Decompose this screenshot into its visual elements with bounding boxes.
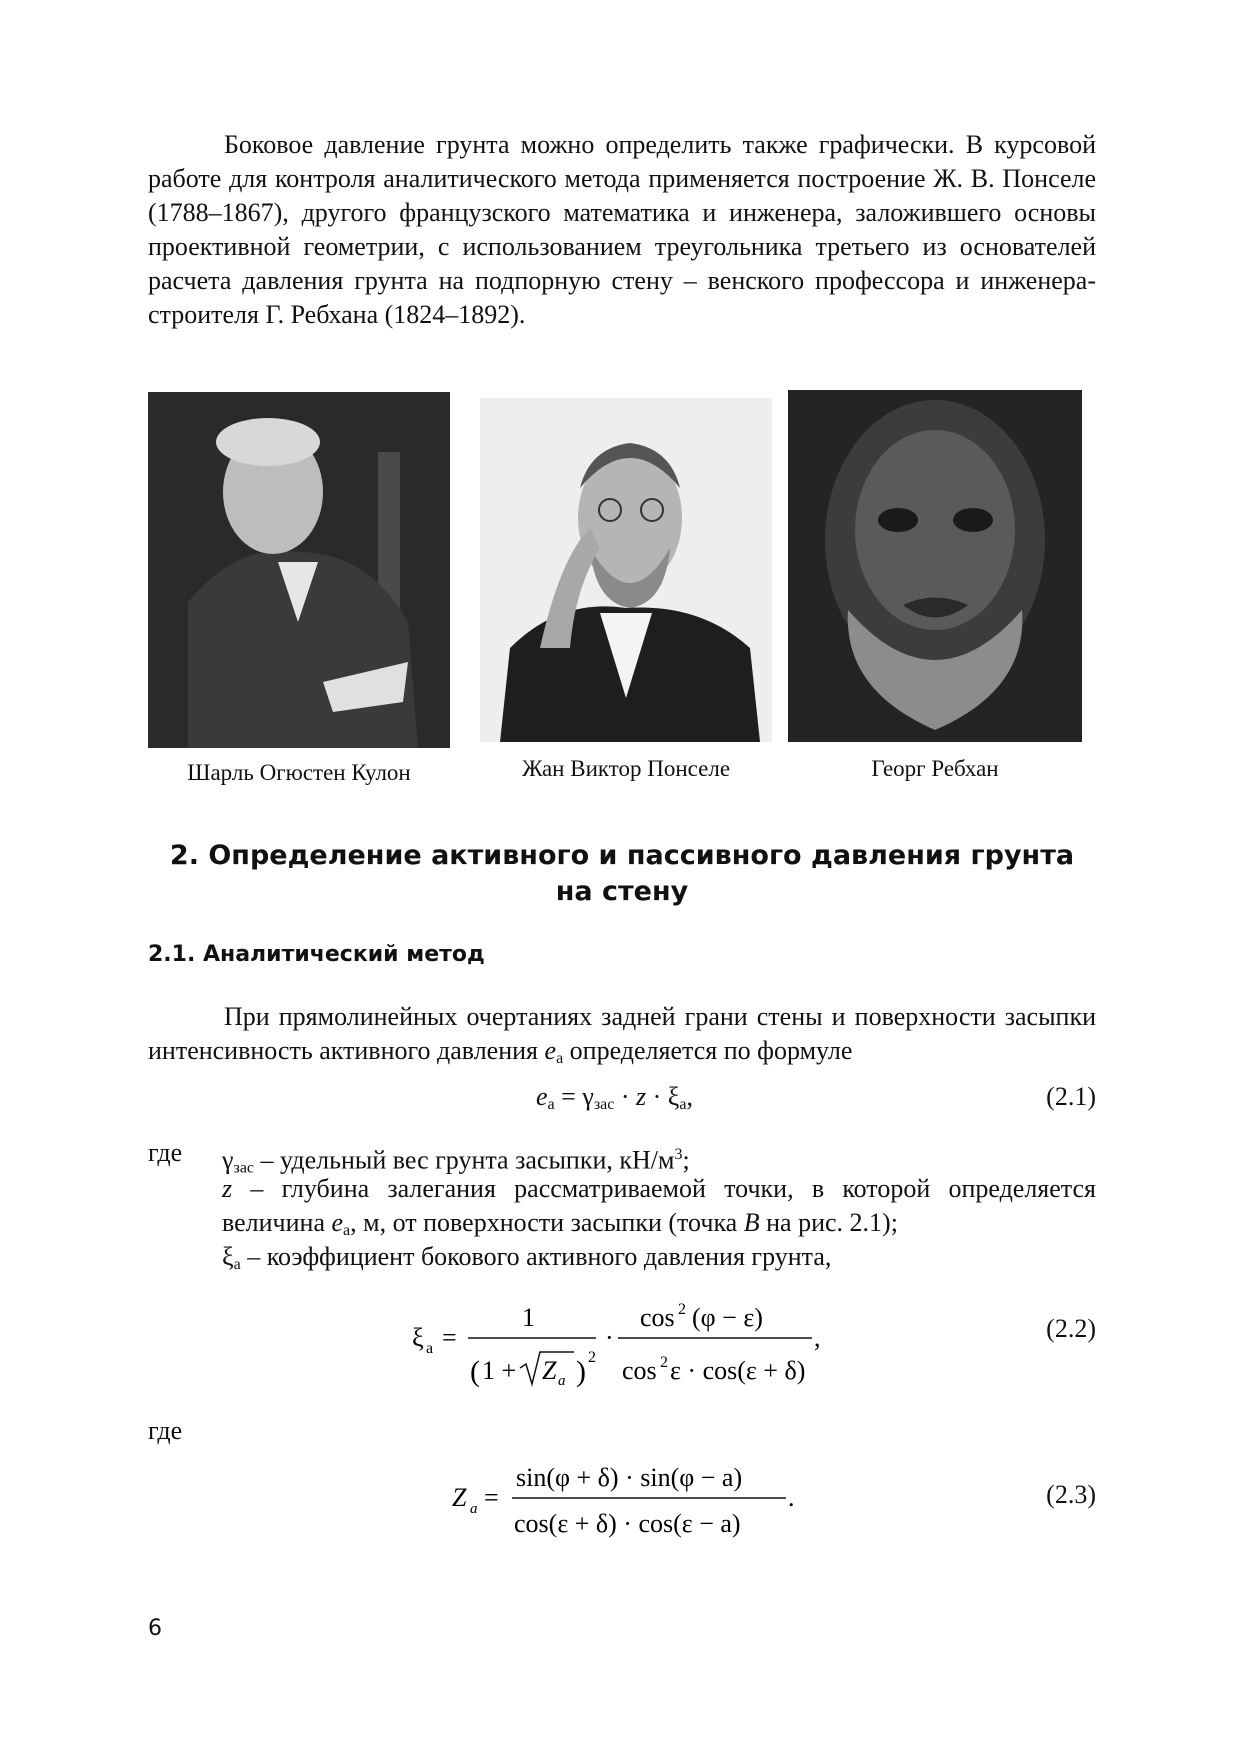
where-label-2: где: [148, 1416, 183, 1445]
section-title-line-2: на стену: [555, 876, 689, 907]
svg-text:a: a: [470, 1501, 478, 1517]
xi-symbol: ξ: [222, 1242, 234, 1271]
definition-xi: [222, 1240, 1096, 1282]
svg-text:2: 2: [588, 1349, 596, 1366]
z-text-2: , м, от поверхности засыпки (точка: [350, 1208, 744, 1237]
svg-text:=: =: [442, 1323, 457, 1352]
svg-text:2: 2: [660, 1354, 668, 1371]
gamma-symbol: γ: [222, 1145, 234, 1175]
svg-text:ξ: ξ: [412, 1323, 424, 1352]
portrait-rebhann-image: [788, 390, 1082, 742]
definition-z: [222, 1172, 1096, 1248]
xi-text: – коэффициент бокового активного давления грунта,: [240, 1242, 832, 1271]
svg-text:(: (: [470, 1355, 480, 1388]
svg-text:,: ,: [814, 1323, 821, 1352]
svg-text:a: a: [558, 1373, 566, 1389]
z-ea-sub: a: [343, 1222, 351, 1239]
page-number: 6: [148, 1616, 162, 1641]
svg-text:sin(φ + δ) · sin(φ − a): sin(φ + δ) · sin(φ − a): [516, 1463, 743, 1492]
section-title-line-1: 2. Определение активного и пассивного давления грунта: [169, 840, 1075, 871]
equation-2-3: [440, 1452, 820, 1542]
equation-2-1: $e_а = \gamma_{зас} \cdot z \cdot \xi_а$,: [536, 1082, 693, 1113]
intro-paragraph: Боковое давление грунта можно определить также графически. В курсовой работе для контроля аналитического метода применяется построение Ж. В. Понселе (1788–1867), другого французского математика и инженера, заложившего основы проективной геометрии, с использованием треугольника третьего из основателей расчета давления грунта на подпорную стену – венского профессора и инженера-строителя Г. Ребхана (1824–1892).: [148, 130, 1096, 329]
svg-text:Z: Z: [542, 1356, 557, 1385]
formula-intro-paragraph: [148, 1000, 1096, 1076]
caption-poncelet: Жан Виктор Понселе: [521, 756, 731, 781]
z-point: B: [743, 1208, 760, 1237]
svg-text:.: .: [788, 1483, 795, 1512]
formula-intro-var: e: [544, 1036, 557, 1065]
svg-text:cos: cos: [640, 1303, 675, 1332]
formula-intro-tail: определяется по формуле: [569, 1036, 853, 1065]
equation-2-3-number: (2.3): [1046, 1480, 1096, 1509]
portrait-poncelet-image: [480, 398, 772, 742]
gamma-unit-sup: 3: [674, 1146, 683, 1163]
svg-text:Z: Z: [452, 1483, 467, 1512]
z-ea-symbol: e: [331, 1208, 344, 1237]
svg-text:ε · cos(ε + δ): ε · cos(ε + δ): [670, 1356, 806, 1385]
z-text-1: – глубина залегания рассматриваемой точки, в которой определяется величина: [222, 1174, 1096, 1237]
equation-2-1-number: (2.1): [1046, 1082, 1096, 1111]
formula-intro-sub: а: [556, 1050, 564, 1067]
equation-2-2: [400, 1286, 880, 1396]
svg-text:2: 2: [678, 1301, 686, 1318]
where-label: где: [148, 1138, 183, 1167]
z-symbol: z: [222, 1174, 233, 1203]
portrait-coulomb-image: [148, 392, 450, 748]
svg-text:cos(ε + δ) · cos(ε − a): cos(ε + δ) · cos(ε − a): [514, 1509, 741, 1538]
gamma-end: ;: [682, 1145, 690, 1175]
caption-rebhann: Георг Ребхан: [871, 756, 999, 781]
equation-2-2-number: (2.2): [1046, 1314, 1096, 1343]
svg-text:·: ·: [605, 1323, 614, 1352]
svg-text:cos: cos: [622, 1356, 657, 1385]
caption-coulomb: Шарль Огюстен Кулон: [187, 760, 411, 785]
section-title: [148, 838, 1096, 910]
z-text-3: на рис. 2.1);: [759, 1208, 898, 1237]
subsection-title: 2.1. Аналитический метод: [148, 942, 485, 967]
svg-text:): ): [576, 1355, 586, 1388]
svg-text:=: =: [484, 1483, 499, 1512]
formula-intro-text: При прямолинейных очертаниях задней грани стены и поверхности засыпки интенсивность активного давления: [148, 1002, 1096, 1065]
xi-sub: а: [233, 1256, 241, 1273]
svg-text:(φ − ε): (φ − ε): [692, 1303, 763, 1332]
svg-text:1: 1: [522, 1303, 535, 1332]
gamma-sub: зас: [233, 1159, 255, 1177]
svg-text:1 +: 1 +: [482, 1356, 517, 1385]
gamma-text: – удельный вес грунта засыпки, кН/м: [254, 1145, 675, 1175]
svg-text:а: а: [426, 1340, 434, 1357]
